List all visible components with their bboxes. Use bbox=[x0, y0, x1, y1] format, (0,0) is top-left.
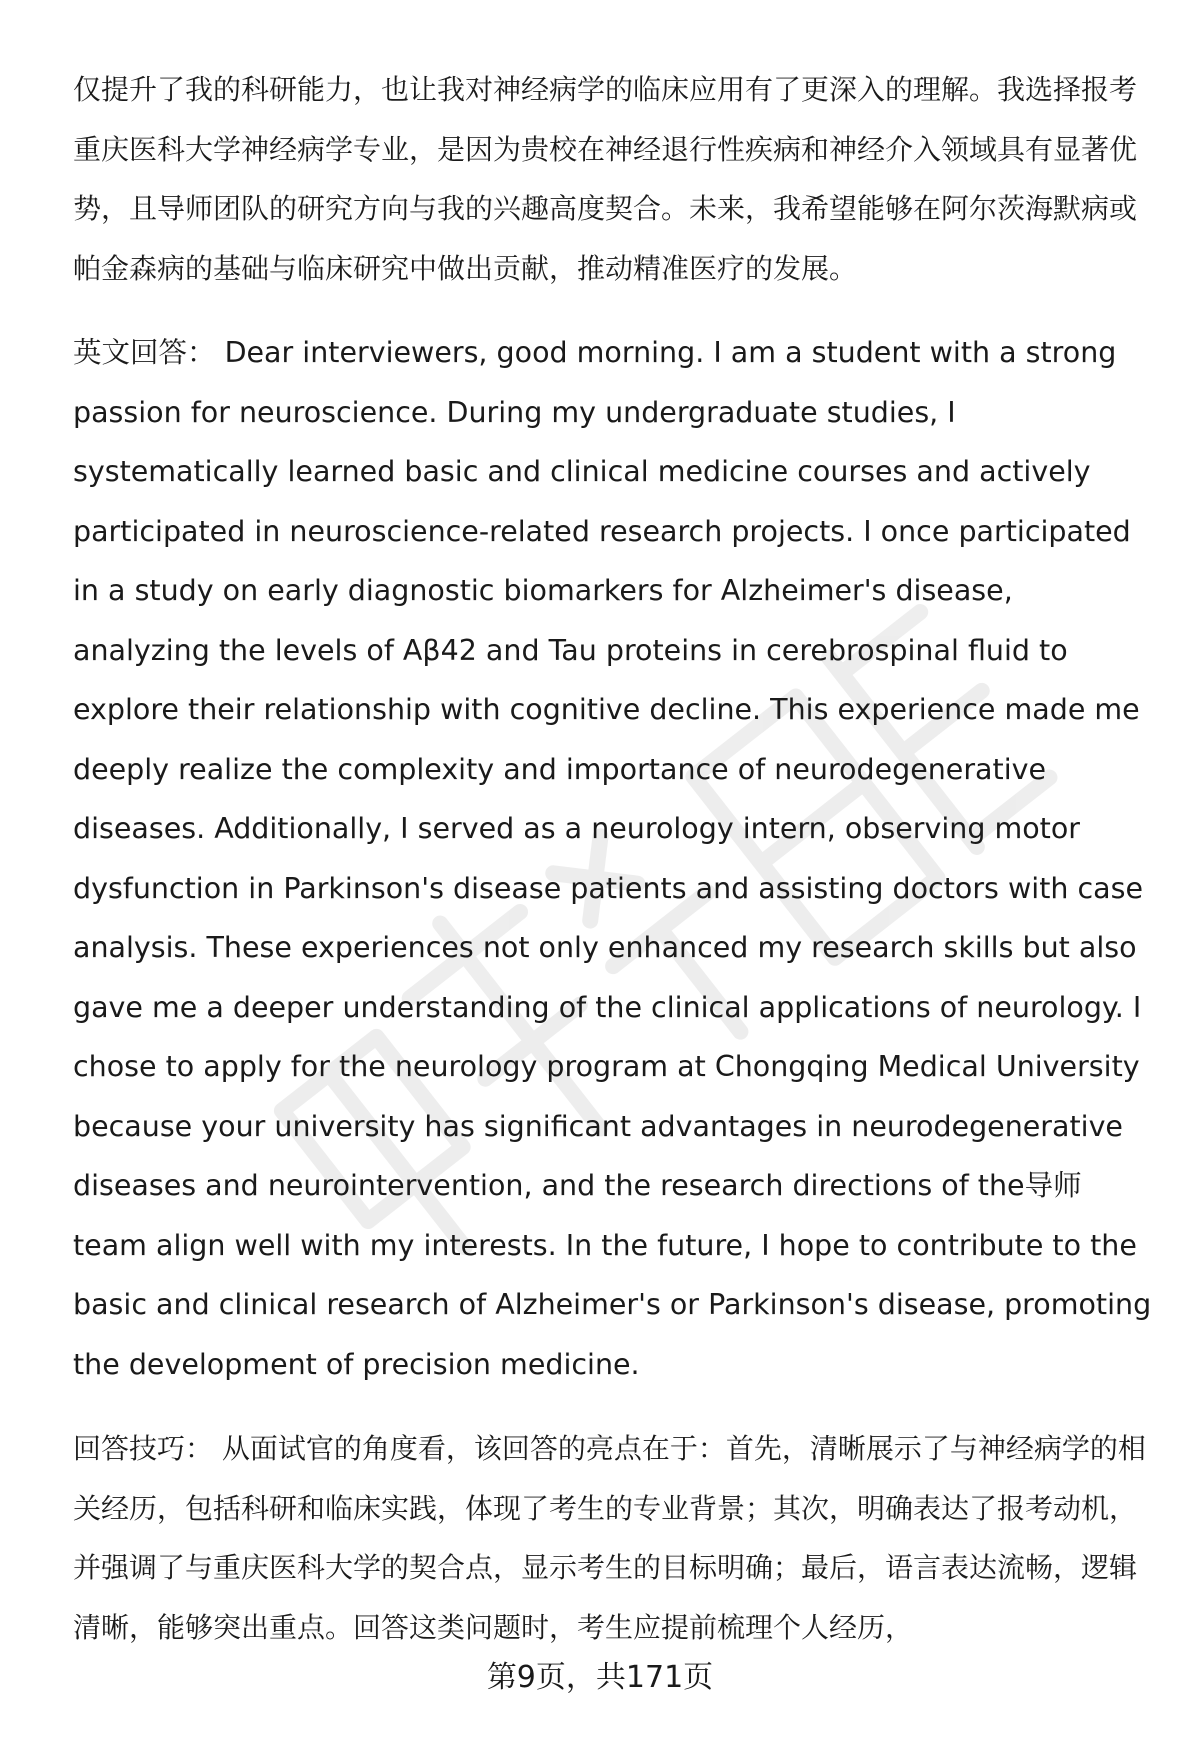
paragraph-text: 从面试官的角度看，该回答的亮点在于：首先，清晰展示了与神经病学的相关经历，包括科研和临床实践，体现了考生的专业背景；其次，明确表达了报考动机，并强调了与重庆医科大学的契合点，显示考生的目标明确；最后，语言表达流畅，逻辑清晰，能够突出重点。回答这类问题时，考生应提前梳理个人经历， bbox=[73, 1432, 1146, 1644]
paragraph-lead-label: 回答技巧： bbox=[73, 1432, 214, 1465]
paragraph-text: 仅提升了我的科研能力，也让我对神经病学的临床应用有了更深入的理解。我选择报考重庆医科大学神经病学专业，是因为贵校在神经退行性疾病和神经介入领域具有显著优势，且导师团队的研究方向与我的兴趣高度契合。未来，我希望能够在阿尔茨海默病或帕金森病的基础与临床研究中做出贡献，推动精准医疗的发展。 bbox=[73, 73, 1138, 285]
paragraph-text: Dear interviewers, good morning. I am a student with a strong passion for neuroscience. During my undergraduate studies, I systematically learned basic and clinical medicine courses and actively participated in neuroscience-related research projects. I once participated in a study on early diagnostic biomarkers for Alzheimer's disease, analyzing the levels of Aβ42 and Tau proteins in cerebrospinal fluid to explore their relationship with cognitive decline. This experience made me deeply realize the complexity and importance of neurodegenerative diseases. Additionally, I served as a neurology intern, observing motor dysfunction in Parkinson's disease patients and assisting doctors with case analysis. These experiences not only enhanced my research skills but also gave me a deeper understanding of the clinical applications of neurology. I chose to apply for the neurology program at Chongqing Medical University because your university has significant advantages in neurodegenerative diseases and neurointervention, and the research directions of the导师 team align well with my interests. In the future, I hope to contribute to the basic and clinical research of Alzheimer's or Parkinson's disease, promoting the development of precision medicine. bbox=[73, 336, 1152, 1381]
page-number-footer: 第9页，共171页 bbox=[486, 1660, 714, 1695]
paragraph-lead-label: 英文回答： bbox=[73, 336, 216, 369]
paragraph-english-answer bbox=[73, 323, 1158, 1394]
main-content bbox=[73, 60, 1158, 1657]
paragraph-answer-tips bbox=[73, 1419, 1158, 1657]
paragraph-chinese-intro bbox=[73, 60, 1158, 298]
